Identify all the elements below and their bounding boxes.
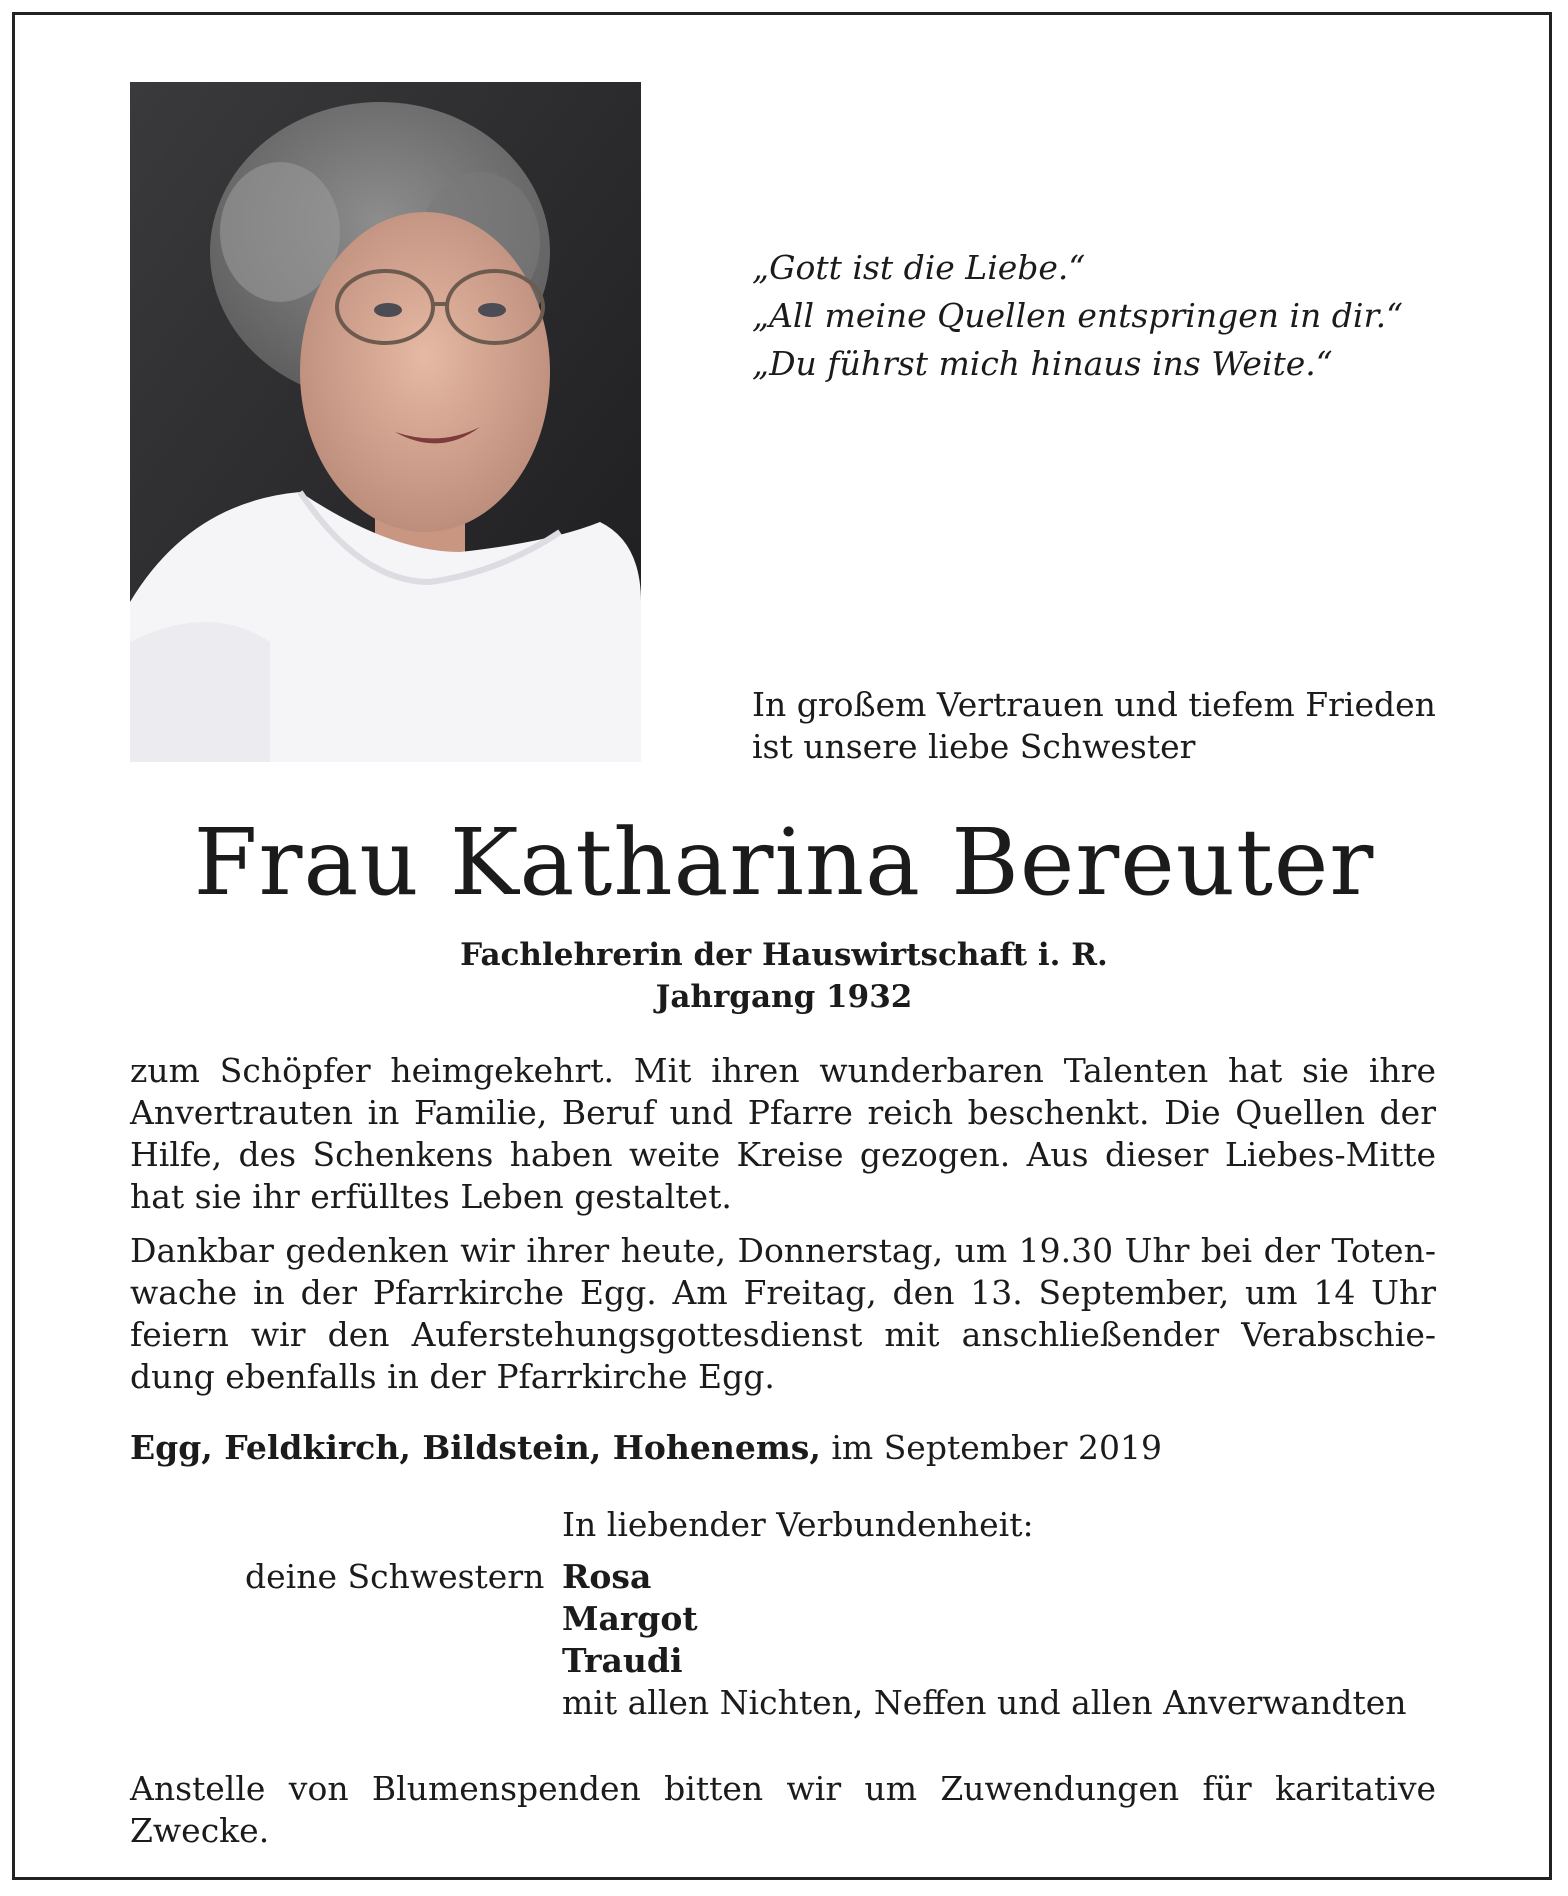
family-label: deine Schwestern (245, 1557, 545, 1596)
paragraph-homecoming (130, 1050, 1436, 1218)
paragraph-line: hat sie ihr erfülltes Leben gestaltet. (130, 1177, 732, 1216)
family-intro: In liebender Verbundenheit: (562, 1505, 1034, 1544)
paragraph-line: zum Schöpfer heimgekehrt. Mit ihren wunderbaren Talenten hat sie ihre (130, 1051, 1436, 1090)
subtitle-block (0, 934, 1568, 1018)
paragraph-service (130, 1230, 1436, 1398)
paragraph-line: Anstelle von Blumenspenden bitten wir um Zuwendungen für karitative (130, 1769, 1436, 1808)
family-name: Traudi (562, 1641, 683, 1680)
paragraph-line: feiern wir den Auferstehungsgottesdienst mit anschließender Verabschie- (130, 1315, 1436, 1354)
family-name: Margot (562, 1599, 698, 1638)
paragraph-line: Anvertrauten in Familie, Beruf und Pfarre reich beschenkt. Die Quellen der (130, 1093, 1436, 1132)
paragraph-line: dung ebenfalls in der Pfarrkirche Egg. (130, 1357, 775, 1396)
paragraph-line: Hilfe, des Schenkens haben weite Kreise gezogen. Aus dieser Liebes-Mitte (130, 1135, 1436, 1174)
family-name: Rosa (562, 1557, 652, 1596)
family-rest: mit allen Nichten, Neffen und allen Anverwandten (562, 1683, 1407, 1722)
paragraph-line: wache in der Pfarrkirche Egg. Am Freitag, den 13. September, um 14 Uhr (130, 1273, 1436, 1312)
quotes-block (752, 244, 1403, 388)
place-towns: Egg, Feldkirch, Bildstein, Hohenems, (130, 1428, 821, 1467)
birth-year: Jahrgang 1932 (655, 979, 913, 1015)
quote-line: „All meine Quellen entspringen in dir.“ (752, 296, 1403, 335)
quote-line: „Gott ist die Liebe.“ (752, 248, 1086, 287)
place-date-text: im September 2019 (820, 1428, 1162, 1467)
place-date (130, 1427, 1162, 1469)
profession: Fachlehrerin der Hauswirtschaft i. R. (460, 937, 1108, 973)
deceased-name: Frau Katharina Bereuter (193, 809, 1375, 916)
paragraph-donations (130, 1768, 1436, 1852)
portrait-photo-icon (130, 82, 641, 762)
paragraph-line: Dankbar gedenken wir ihrer heute, Donnerstag, um 19.30 Uhr bei der Toten- (130, 1231, 1436, 1270)
intro-line: ist unsere liebe Schwester (752, 727, 1196, 766)
paragraph-line: Zwecke. (130, 1811, 270, 1850)
portrait-photo (130, 82, 641, 762)
intro-text (752, 684, 1436, 768)
quote-line: „Du führst mich hinaus ins Weite.“ (752, 344, 1333, 383)
intro-line: In großem Vertrauen und tiefem Frieden (752, 685, 1436, 724)
family-names (562, 1556, 698, 1682)
